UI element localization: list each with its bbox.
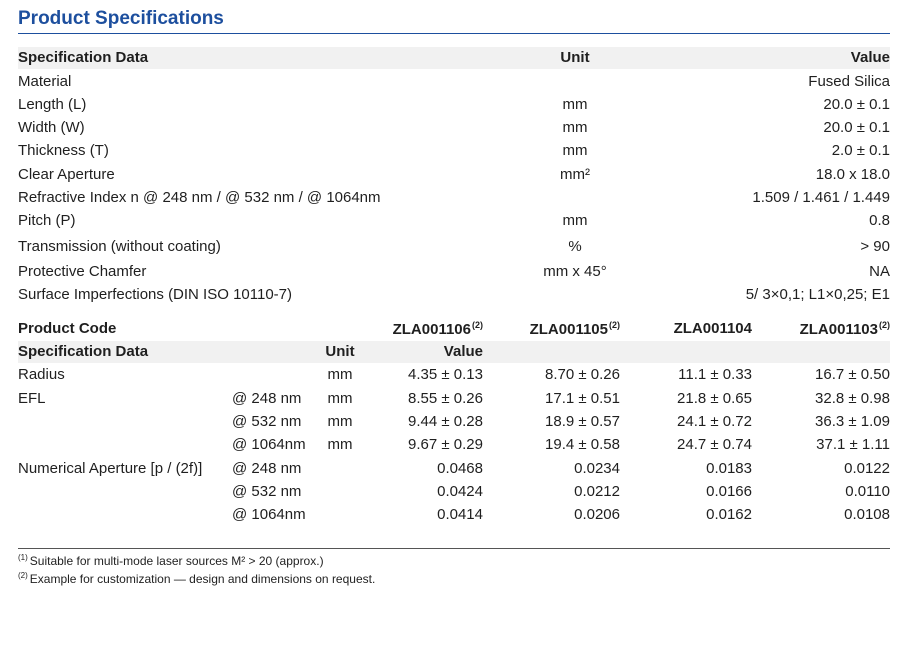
row-unit: mm [327,413,353,430]
footnote-text: Suitable for multi-mode laser sources M² > 20 (approx.) [29,554,324,568]
spec-row [0,164,923,186]
spec-value: 20.0 ± 0.1 [823,96,890,113]
row-sub: @ 532 nm [232,413,302,430]
table-row [0,504,923,526]
row-unit: mm [327,436,353,453]
table-row [0,388,923,410]
cell-value: 17.1 ± 0.51 [545,390,620,407]
cell-value: 0.0206 [574,506,620,523]
row-unit: mm [327,390,353,407]
cell-value: 18.9 ± 0.57 [545,413,620,430]
cell-value: 24.7 ± 0.74 [677,436,752,453]
product-code-label: Product Code [18,320,117,337]
table-row [0,434,923,456]
spec-row [0,94,923,116]
cell-value: 24.1 ± 0.72 [677,413,752,430]
cell-value: 4.35 ± 0.13 [408,366,483,383]
spec-value: 1.509 / 1.461 / 1.449 [752,189,890,206]
product-code-row [0,318,923,340]
spec-unit: mm² [560,166,590,183]
row-sub: @ 1064nm [232,506,306,523]
row-unit: mm [327,366,353,383]
cell-value: 0.0424 [437,483,483,500]
cell-value: 0.0468 [437,460,483,477]
spec-unit: mm [562,119,588,136]
spec-unit: % [568,238,582,255]
footnote-divider [18,548,890,549]
spec-label: Thickness (T) [18,142,109,159]
product-code [530,320,620,338]
spec-header-value: Value [850,49,890,66]
product-code-text: ZLA001105 [529,321,608,338]
row-label: Radius [18,366,65,383]
cell-value: 0.0108 [844,506,890,523]
table-row [0,458,923,480]
spec-label: Protective Chamfer [18,263,147,280]
cell-value: 21.8 ± 0.65 [677,390,752,407]
spec-value: 5/ 3×0,1; L1×0,25; E1 [745,286,890,303]
product-header-spec: Specification Data [18,343,149,360]
spec-value: 0.8 [869,212,890,229]
cell-value: 8.70 ± 0.26 [545,366,620,383]
row-sub: @ 248 nm [232,460,302,477]
product-code-note: (2) [472,320,483,330]
cell-value: 0.0234 [574,460,620,477]
spec-label: Refractive Index n @ 248 nm / @ 532 nm / @ 1064nm [18,189,381,206]
row-sub: @ 248 nm [232,390,302,407]
cell-value: 11.1 ± 0.33 [678,366,752,383]
product-code-text: ZLA001104 [673,320,752,337]
spec-unit: mm [562,142,588,159]
cell-value: 19.4 ± 0.58 [545,436,620,453]
spec-row [0,210,923,232]
row-sub: @ 532 nm [232,483,302,500]
cell-value: 36.3 ± 1.09 [815,413,890,430]
product-code [393,320,483,338]
footnote [18,553,324,568]
cell-value: 0.0414 [437,506,483,523]
table-row [0,481,923,503]
spec-label: Length (L) [18,96,87,113]
spec-row [0,71,923,93]
spec-row [0,117,923,139]
spec-unit: mm [562,96,588,113]
title-divider [18,33,890,34]
cell-value: 0.0110 [845,483,890,500]
spec-row [0,261,923,283]
cell-value: 9.44 ± 0.28 [408,413,483,430]
product-code-note: (2) [609,320,620,330]
spec-header-row [0,47,923,69]
footnote-text: Example for customization — design and dimensions on request. [29,572,376,586]
cell-value: 8.55 ± 0.26 [408,390,483,407]
footnote-mark: (1) [18,553,28,562]
spec-value: Fused Silica [808,73,890,90]
cell-value: 37.1 ± 1.11 [816,436,890,453]
spec-unit: mm [562,212,588,229]
footnote-mark: (2) [18,571,28,580]
spec-row [0,236,923,258]
spec-row [0,140,923,162]
cell-value: 32.8 ± 0.98 [815,390,890,407]
spec-label: Pitch (P) [18,212,76,229]
spec-label: Transmission (without coating) [18,238,221,255]
product-header-value: Value [443,343,483,360]
product-code-text: ZLA001106 [392,321,471,338]
row-label: EFL [18,390,46,407]
footnote [18,571,375,586]
spec-label: Material [18,73,72,90]
cell-value: 0.0162 [706,506,752,523]
product-code-text: ZLA001103 [799,321,878,338]
spec-row [0,187,923,209]
spec-unit: mm x 45° [543,263,607,280]
cell-value: 0.0122 [844,460,890,477]
product-code [800,320,890,338]
spec-value: 20.0 ± 0.1 [823,119,890,136]
spec-header-unit: Unit [560,49,590,66]
product-code [674,320,752,337]
spec-value: NA [869,263,890,280]
spec-value: 2.0 ± 0.1 [831,142,890,159]
table-row [0,411,923,433]
cell-value: 0.0166 [706,483,752,500]
product-header-unit: Unit [325,343,355,360]
cell-value: 16.7 ± 0.50 [815,366,890,383]
page-title: Product Specifications [18,8,224,29]
cell-value: 0.0212 [574,483,620,500]
spec-value: 18.0 x 18.0 [815,166,890,183]
spec-value: > 90 [860,238,890,255]
cell-value: 9.67 ± 0.29 [408,436,483,453]
product-code-note: (2) [879,320,890,330]
spec-label: Width (W) [18,119,85,136]
table-row [0,364,923,386]
spec-label: Clear Aperture [18,166,115,183]
product-header-row [0,341,923,363]
row-label: Numerical Aperture [p / (2f)] [18,460,203,477]
spec-label: Surface Imperfections (DIN ISO 10110-7) [18,286,292,303]
row-sub: @ 1064nm [232,436,306,453]
spec-header-spec: Specification Data [18,49,149,66]
spec-row [0,284,923,306]
cell-value: 0.0183 [706,460,752,477]
